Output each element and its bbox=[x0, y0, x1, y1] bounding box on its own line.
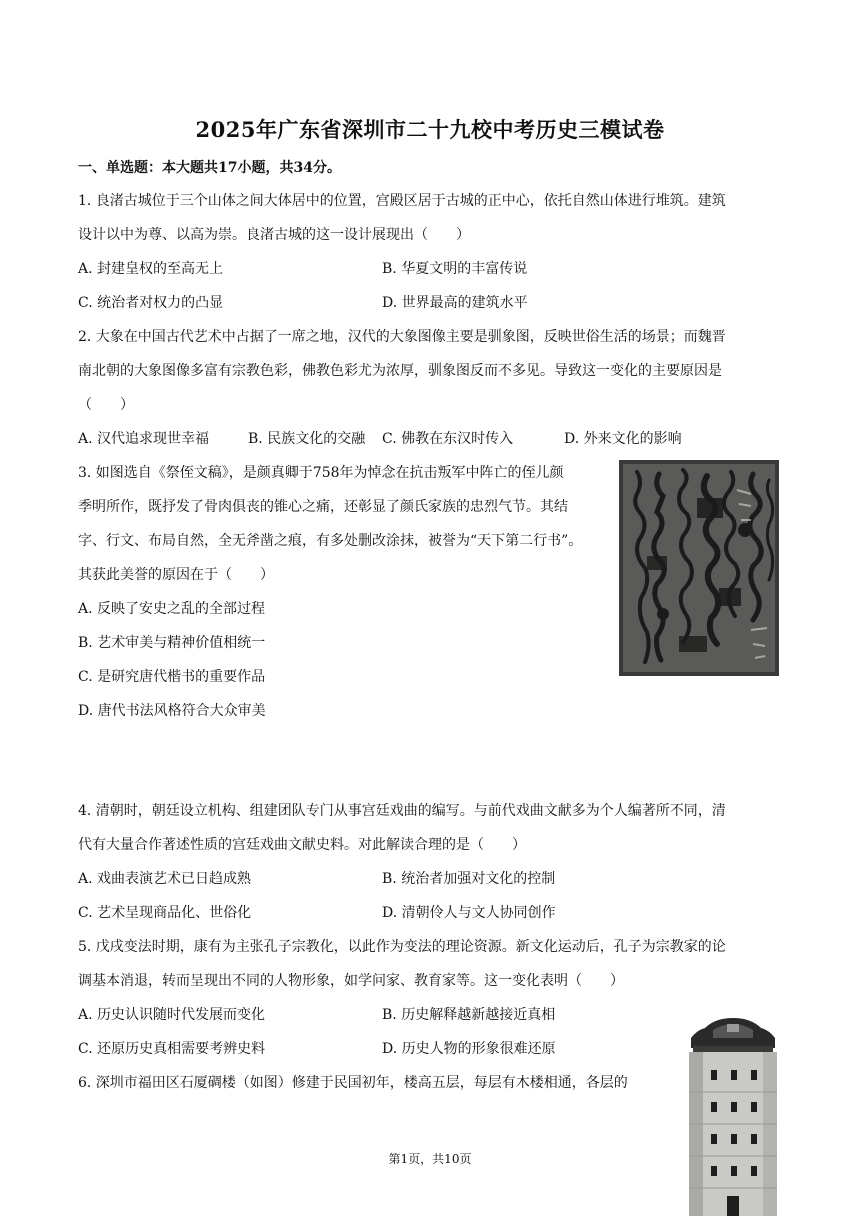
q1-option-c: C. 统治者对权力的凸显 bbox=[78, 295, 224, 311]
q1-option-a: A. 封建皇权的至高无上 bbox=[78, 261, 224, 277]
q3-option-d: D. 唐代书法风格符合大众审美 bbox=[78, 703, 266, 719]
q3-line-1: 3. 如图选自《祭侄文稿》，是颜真卿于758年为悼念在抗击叛军中阵亡的侄儿颜 bbox=[78, 465, 564, 481]
q2-line-1: 2. 大象在中国古代艺术中占据了一席之地，汉代的大象图像主要是驯象图，反映世俗生活的场景；而魏晋 bbox=[78, 329, 726, 345]
q2-option-c: C. 佛教在东汉时传入 bbox=[382, 431, 514, 447]
q6-line-1: 6. 深圳市福田区石厦碉楼（如图）修建于民国初年，楼高五层，每层有木楼相通，各层的 bbox=[78, 1075, 628, 1091]
q4-line-1: 4. 清朝时，朝廷设立机构、组建团队专门从事宫廷戏曲的编写。与前代戏曲文献多为个人编著所不同，清 bbox=[78, 803, 726, 819]
q1-option-d: D. 世界最高的建筑水平 bbox=[382, 295, 528, 311]
q5-option-a: A. 历史认识随时代发展而变化 bbox=[78, 1007, 266, 1023]
q1-line-1: 1. 良渚古城位于三个山体之间大体居中的位置，宫殿区居于古城的正中心，依托自然山体进行堆筑。建筑 bbox=[78, 193, 726, 209]
q5-option-b: B. 历史解释越新越接近真相 bbox=[382, 1007, 556, 1023]
q3-option-c: C. 是研究唐代楷书的重要作品 bbox=[78, 669, 266, 685]
q1-option-b: B. 华夏文明的丰富传说 bbox=[382, 261, 528, 277]
q5-option-d: D. 历史人物的形象很难还原 bbox=[382, 1041, 556, 1057]
q2-line-3: （ ） bbox=[78, 397, 134, 413]
q4-line-2: 代有大量合作著述性质的宫廷戏曲文献史料。对此解读合理的是（ ） bbox=[78, 837, 526, 853]
q4-option-c: C. 艺术呈现商品化、世俗化 bbox=[78, 905, 252, 921]
q4-option-b: B. 统治者加强对文化的控制 bbox=[382, 871, 556, 887]
page-footer: 第1页，共10页 bbox=[388, 1152, 472, 1166]
section-heading: 一、单选题：本大题共17小题，共34分。 bbox=[78, 160, 341, 176]
diaolou-tower-photo bbox=[683, 1012, 783, 1216]
q2-line-2: 南北朝的大象图像多富有宗教色彩，佛教色彩尤为浓厚，驯象图反而不多见。导致这一变化的主要原因是 bbox=[78, 363, 722, 379]
q2-option-d: D. 外来文化的影响 bbox=[564, 431, 682, 447]
q1-line-2: 设计以中为尊、以高为崇。良渚古城的这一设计展现出（ ） bbox=[78, 227, 470, 243]
q3-line-4: 其获此美誉的原因在于（ ） bbox=[78, 567, 274, 583]
q5-line-2: 调基本消退，转而呈现出不同的人物形象，如学问家、教育家等。这一变化表明（ ） bbox=[78, 973, 624, 989]
q3-option-b: B. 艺术审美与精神价值相统一 bbox=[78, 635, 266, 651]
q5-option-c: C. 还原历史真相需要考辨史料 bbox=[78, 1041, 266, 1057]
q3-option-a: A. 反映了安史之乱的全部过程 bbox=[78, 601, 266, 617]
q4-option-a: A. 戏曲表演艺术已日趋成熟 bbox=[78, 871, 252, 887]
q5-line-1: 5. 戊戌变法时期，康有为主张孔子宗教化，以此作为变法的理论资源。新文化运动后，孔子为宗教家的论 bbox=[78, 939, 726, 955]
calligraphy-manuscript-image bbox=[619, 460, 779, 676]
q4-option-d: D. 清朝伶人与文人协同创作 bbox=[382, 905, 556, 921]
q2-option-a: A. 汉代追求现世幸福 bbox=[78, 431, 210, 447]
exam-title: 2025年广东省深圳市二十九校中考历史三模试卷 bbox=[195, 117, 665, 142]
q2-option-b: B. 民族文化的交融 bbox=[248, 431, 366, 447]
q3-line-2: 季明所作，既抒发了骨肉俱丧的锥心之痛，还彰显了颜氏家族的忠烈气节。其结 bbox=[78, 499, 568, 515]
q3-line-3: 字、行文、布局自然，全无斧凿之痕，有多处删改涂抹，被誉为“天下第二行书”。 bbox=[78, 533, 583, 549]
